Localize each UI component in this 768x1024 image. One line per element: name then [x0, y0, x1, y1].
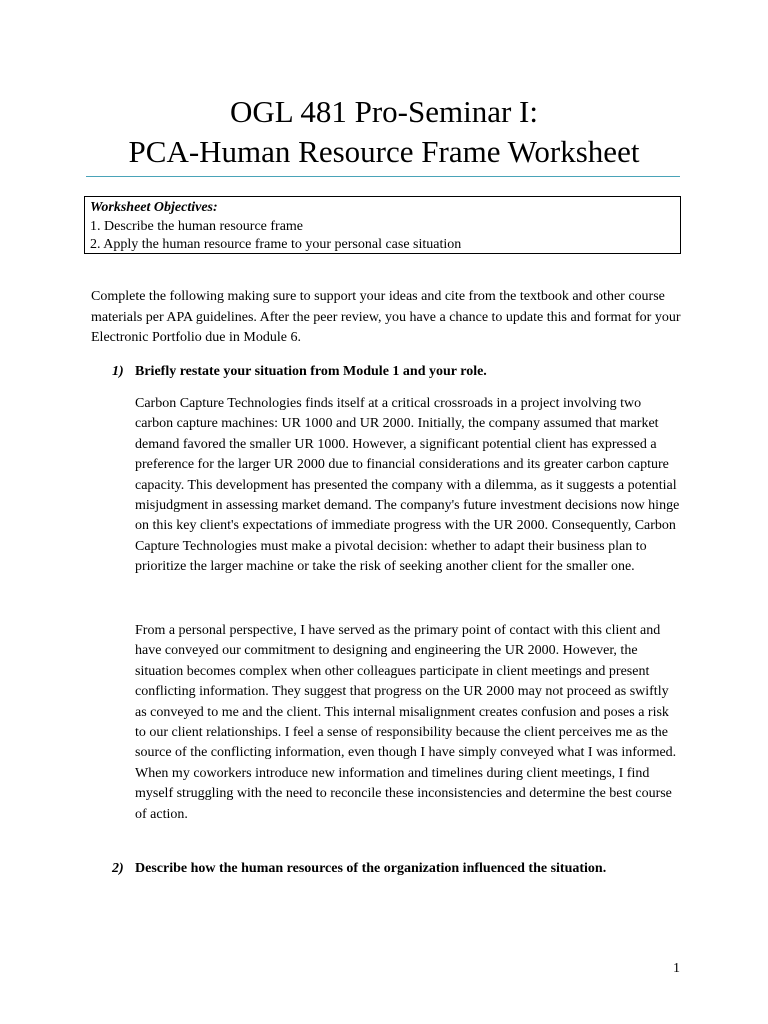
question-text: Describe how the human resources of the organization influenced the situation.: [135, 861, 607, 876]
page-title: [0, 92, 768, 172]
question-number: 1): [112, 364, 124, 379]
title-divider: [86, 176, 680, 177]
question-2: [112, 859, 712, 879]
title-line-1: OGL 481 Pro-Seminar I:: [230, 94, 538, 129]
answer-paragraph-2: From a personal perspective, I have served as the primary point of contact with this client and have conveyed our commitment to designing and engineering the UR 2000. However, the situation becomes complex when other colleagues participate in client meetings and present conflicting information. They suggest that progress on the UR 2000 may not proceed as swiftly as conveyed to me and the client. This internal misalignment creates confusion and poses a risk to our client relationships. I feel a sense of responsibility because the client perceives me as the source of the conflicting information, even though I have simply conveyed what I was informed. When my coworkers introduce new information and timelines during client meetings, I find myself struggling with the need to reconcile these inconsistencies and determine the best course of action.: [135, 623, 677, 822]
page-number: 1: [673, 961, 680, 976]
objective-item: 1. Describe the human resource frame: [90, 218, 304, 234]
answer-paragraph-1: Carbon Capture Technologies finds itself at a critical crossroads in a project involving two carbon capture machines: UR 1000 and UR 2000. Initially, the company assumed that market demand favored the smaller UR 1000. However, a significant potential client has expressed a preference for the larger UR 2000 due to financial considerations and its greater carbon capture capacity. This development has presented the company with a dilemma, as it suggests a potential misjudgment in assessing market demand. The company's future investment decisions now hinge on this key client's expectations of immediate progress with the UR 2000. Consequently, Carbon Capture Technologies must make a pivotal decision: whether to adapt their business plan to prioritize the larger machine or take the risk of seeking another client for the smaller one.: [135, 396, 680, 575]
question-number: 2): [112, 861, 124, 876]
objectives-box: [84, 196, 681, 254]
question-1: [112, 362, 712, 382]
objectives-heading: Worksheet Objectives:: [90, 200, 218, 215]
title-line-2: PCA-Human Resource Frame Worksheet: [128, 134, 640, 169]
question-text: Briefly restate your situation from Module 1 and your role.: [135, 364, 487, 379]
objective-item: 2. Apply the human resource frame to your personal case situation: [90, 237, 462, 252]
instructions-paragraph: Complete the following making sure to support your ideas and cite from the textbook and other course materials per APA guidelines. After the peer review, you have a chance to update this and format for your Electronic Portfolio due in Module 6.: [91, 289, 681, 345]
